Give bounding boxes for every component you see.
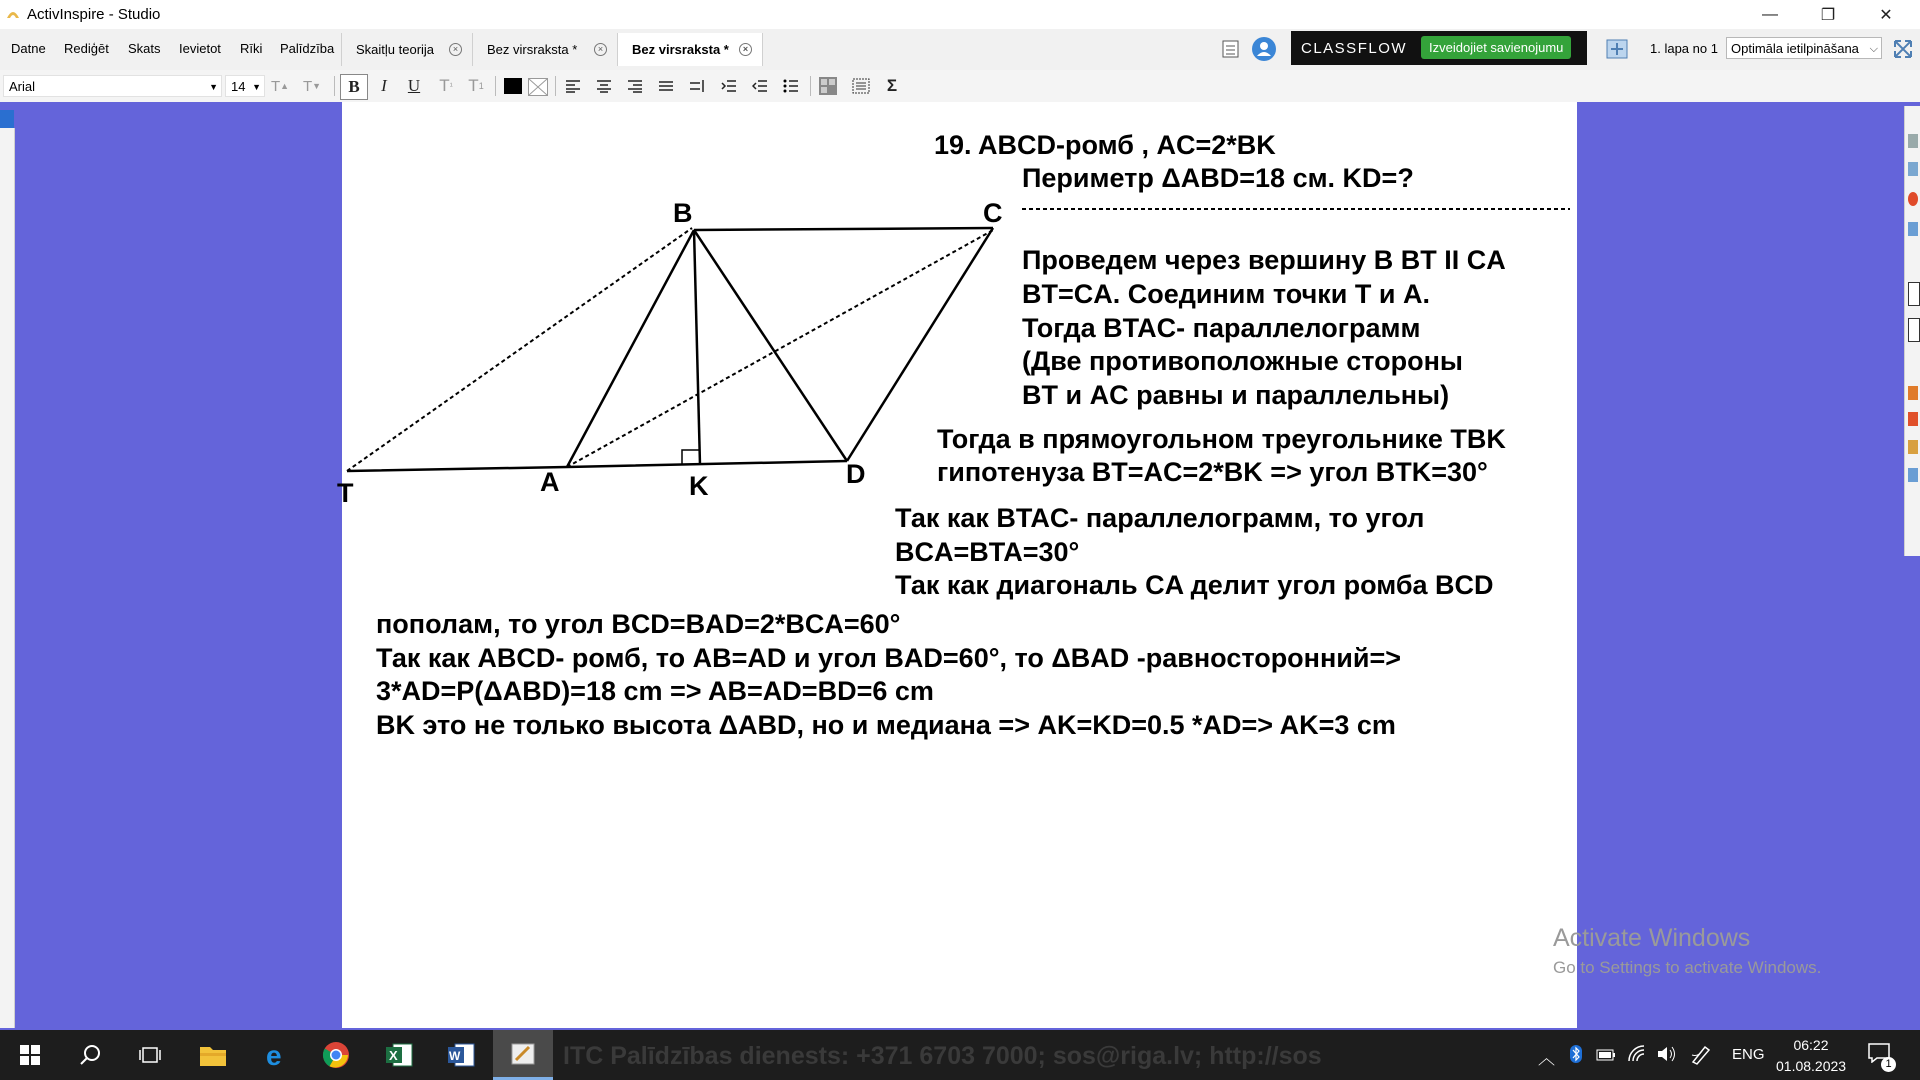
left-browser-panel — [0, 128, 15, 1028]
text-line: Тогда BTAC- параллелограмм — [1022, 313, 1421, 343]
diagonal-BD — [694, 230, 847, 461]
text-color-swatch[interactable] — [504, 78, 522, 94]
fullscreen-icon[interactable] — [1892, 38, 1914, 60]
helpdesk-ticker: ITC Palīdzības dienests: +371 6703 7000; sos@riga.lv; http://sos — [563, 1042, 1322, 1070]
zoom-value: Optimāla ietilpināšana — [1731, 41, 1859, 56]
tab-bez-virsraksta-active[interactable] — [618, 33, 763, 66]
svg-text:X: X — [389, 1048, 398, 1063]
classflow-connect-button[interactable]: Izveidojiet savienojumu — [1421, 36, 1571, 59]
text-line: Так как BTAC- параллелограмм, то угол — [895, 503, 1425, 533]
tab-skaitlu-teorija[interactable] — [341, 33, 473, 66]
text-line: BT и AC равны и параллельны) — [1022, 380, 1450, 410]
chevron-down-icon: ⌵ — [1869, 43, 1878, 55]
dashed-line-TB — [347, 228, 692, 471]
activinspire-logo-icon — [6, 7, 20, 19]
select-all-icon[interactable] — [848, 74, 874, 98]
toolbox-item[interactable] — [1908, 440, 1918, 454]
text-line: BK это не только высота ΔABD, но и медиана => AK=KD=0.5 *AD=> AK=3 cm — [376, 710, 1396, 740]
text-line: пополам, то угол BCD=BAD=2*BCA=60° — [376, 609, 901, 639]
superscript-icon[interactable]: T ¹ — [439, 76, 453, 95]
toolbox-item[interactable] — [1908, 282, 1920, 306]
notes-icon[interactable] — [1220, 38, 1242, 60]
toolbox-item[interactable] — [1908, 134, 1918, 148]
highlight-none-swatch[interactable] — [528, 78, 548, 96]
toolbox-item[interactable] — [1908, 162, 1918, 176]
menu-palidziba[interactable]: Palīdzība — [280, 41, 335, 56]
text-line: гипотенуза BT=AC=2*BK => угол BTK=30° — [937, 457, 1488, 487]
separator — [810, 76, 811, 96]
minimize-button[interactable]: — — [1762, 5, 1778, 23]
underline-icon[interactable]: U — [407, 76, 421, 95]
bullet-list-icon[interactable] — [778, 74, 804, 98]
show-hidden-icons[interactable]: ︿ — [1538, 1049, 1555, 1068]
dropdown-arrow-icon: ▼ — [209, 82, 218, 92]
label-B: B — [673, 198, 693, 228]
menu-skats[interactable]: Skats — [128, 41, 161, 56]
word-icon[interactable] — [431, 1030, 491, 1080]
font-family-value: Arial — [9, 79, 36, 94]
text-line: Так как диагональ CA делит угол ромба BCD — [895, 570, 1494, 600]
italic-icon[interactable]: I — [381, 76, 387, 95]
text-line: (Две противоположные стороны — [1022, 346, 1463, 376]
insert-symbol-icon[interactable]: Σ — [886, 76, 898, 95]
language-indicator[interactable]: ENG — [1732, 1046, 1765, 1063]
text-line: Тогда в прямоугольном треугольнике TBK — [937, 424, 1506, 454]
zoom-select[interactable] — [1726, 37, 1882, 59]
close-icon[interactable]: × — [739, 43, 752, 56]
separator — [555, 76, 556, 96]
line-spacing-icon[interactable] — [684, 74, 710, 98]
separator — [334, 76, 335, 96]
increase-font-icon[interactable]: T ▲ — [270, 77, 290, 95]
indent-icon[interactable] — [716, 74, 742, 98]
text-line: Так как ABCD- ромб, то AB=AD и угол BAD=60°, то ΔBAD -равносторонний=> — [376, 643, 1402, 673]
search-icon[interactable] — [60, 1030, 120, 1080]
title-bar — [0, 0, 1920, 29]
chrome-icon[interactable] — [306, 1030, 366, 1080]
label-T: T — [337, 478, 354, 508]
label-D: D — [846, 459, 866, 489]
decrease-font-icon[interactable]: T ▼ — [302, 77, 322, 95]
volume-icon[interactable] — [1656, 1044, 1678, 1064]
collaboration-icon[interactable] — [1251, 36, 1277, 62]
clock-date[interactable]: 01.08.2023 — [1776, 1058, 1847, 1074]
align-right-icon[interactable] — [622, 74, 648, 98]
toolbox-item[interactable] — [1908, 386, 1918, 400]
tab-label: Bez virsraksta * — [632, 42, 729, 57]
text-line: Проведем через вершину B BT II CA — [1022, 245, 1506, 275]
toolbox-item[interactable] — [1908, 222, 1918, 236]
close-icon[interactable]: × — [594, 43, 607, 56]
text-line: 3*AD=P(ΔABD)=18 cm => AB=AD=BD=6 cm — [376, 676, 934, 706]
activate-windows-heading: Activate Windows — [1553, 924, 1751, 952]
close-button[interactable]: ✕ — [1879, 6, 1893, 24]
bold-icon[interactable]: B — [340, 74, 368, 100]
task-view-icon[interactable] — [120, 1030, 180, 1080]
activinspire-taskbar-icon[interactable] — [493, 1030, 553, 1080]
toolbox-item[interactable] — [1908, 192, 1918, 206]
tab-bez-virsraksta-1[interactable] — [473, 33, 618, 66]
menu-and-tabs-bar — [0, 29, 1920, 71]
edge-icon[interactable] — [246, 1030, 306, 1080]
wifi-icon[interactable] — [1627, 1044, 1647, 1064]
menu-riki[interactable]: Rīki — [240, 41, 263, 56]
justify-icon[interactable] — [653, 74, 679, 98]
battery-icon[interactable] — [1596, 1048, 1616, 1062]
close-icon[interactable]: × — [449, 43, 462, 56]
svg-text:W: W — [449, 1049, 461, 1063]
clock-time[interactable]: 06:22 — [1793, 1037, 1829, 1053]
text-line: BT=CA. Соединим точки T и A. — [1022, 279, 1430, 309]
classflow-label: CLASSFLOW — [1301, 40, 1408, 57]
notification-count-badge: 1 — [1881, 1057, 1896, 1072]
right-angle-mark — [682, 450, 699, 465]
page-browser-icon[interactable] — [1605, 37, 1629, 61]
font-size-select[interactable] — [225, 75, 265, 97]
right-toolbox-panel — [1904, 106, 1920, 556]
label-C: C — [983, 198, 1003, 228]
text-line: BCA=BTA=30° — [895, 537, 1080, 567]
maximize-button[interactable]: ❐ — [1820, 6, 1836, 24]
flipchart-page[interactable] — [337, 102, 1577, 1028]
file-explorer-icon[interactable] — [183, 1030, 243, 1080]
font-size-value: 14 — [231, 79, 246, 94]
label-A: A — [540, 467, 560, 497]
problem-title: 19. ABCD-ромб , AC=2*BK — [934, 130, 1276, 160]
page-indicator: 1. lapa no 1 — [1650, 41, 1718, 56]
menu-rediget[interactable]: Rediģēt — [64, 41, 109, 56]
toolbox-item[interactable] — [1908, 468, 1918, 482]
separator — [495, 76, 496, 96]
tab-label: Bez virsraksta * — [487, 42, 578, 57]
height-BK — [694, 230, 700, 465]
subscript-icon[interactable]: T 1 — [468, 76, 484, 95]
dropdown-arrow-icon: ▼ — [252, 82, 261, 92]
label-K: K — [689, 471, 709, 501]
problem-given: Периметр ΔABD=18 см. KD=? — [1022, 163, 1414, 193]
start-icon[interactable] — [0, 1030, 60, 1080]
pen-icon[interactable] — [1690, 1043, 1714, 1065]
left-panel-tab[interactable] — [0, 110, 14, 128]
formatting-toolbar — [0, 70, 1920, 103]
classflow-panel — [1291, 31, 1587, 65]
menu-datne[interactable]: Datne — [11, 41, 46, 56]
toolbox-item[interactable] — [1908, 412, 1918, 426]
align-left-icon[interactable] — [560, 74, 586, 98]
outdent-icon[interactable] — [747, 74, 773, 98]
align-center-icon[interactable] — [591, 74, 617, 98]
menu-ievietot[interactable]: Ievietot — [179, 41, 221, 56]
bluetooth-icon[interactable] — [1569, 1044, 1583, 1064]
activate-windows-subtext: Go to Settings to activate Windows. — [1553, 958, 1822, 977]
window-title: ActivInspire - Studio — [27, 6, 161, 23]
toolbox-item[interactable] — [1908, 318, 1920, 342]
excel-icon[interactable] — [369, 1030, 429, 1080]
insert-table-icon[interactable] — [815, 74, 841, 98]
tab-label: Skaitļu teorija — [356, 42, 435, 57]
base-line-TAD — [347, 461, 847, 471]
svg-text:e: e — [266, 1042, 282, 1068]
side-BC — [694, 228, 993, 230]
font-family-select[interactable] — [3, 75, 222, 97]
